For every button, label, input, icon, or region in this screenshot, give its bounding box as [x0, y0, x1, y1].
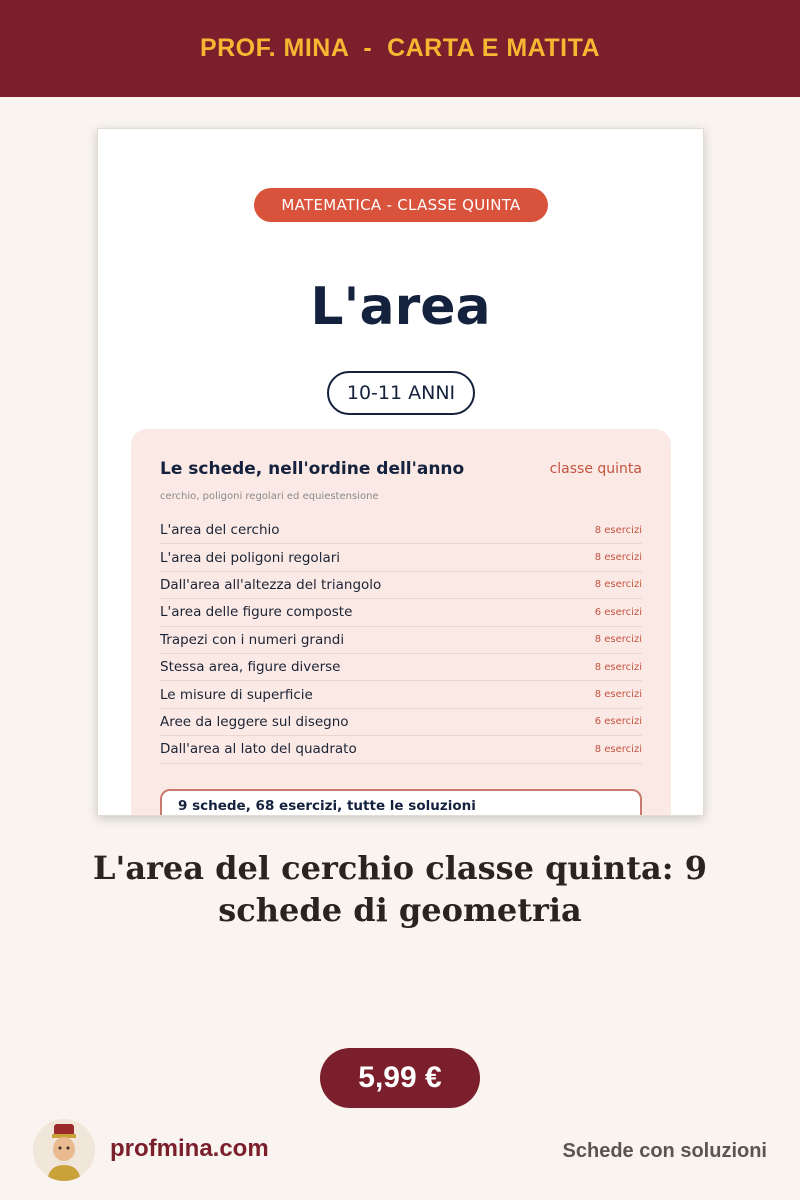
list-item-count: 6 esercizi	[594, 606, 642, 618]
class-label: classe quinta	[549, 461, 642, 477]
summary-box	[160, 789, 642, 816]
list-item-title: L'area dei poligoni regolari	[160, 549, 341, 566]
list-item-title: Stessa area, figure diverse	[160, 659, 341, 676]
list-item-count: 8 esercizi	[594, 689, 642, 701]
contents-panel	[131, 429, 671, 816]
list-item	[160, 572, 642, 599]
product-title: L'area del cerchio classe quinta: 9 schede di geometria	[93, 849, 707, 929]
list-item	[160, 627, 642, 654]
list-item-title: Dall'area al lato del quadrato	[160, 741, 357, 758]
list-item-count: 8 esercizi	[594, 743, 642, 755]
price-badge[interactable]: 5,99 €	[320, 1048, 480, 1108]
list-item-title: L'area delle figure composte	[160, 604, 353, 621]
worksheet-title: L'area	[310, 277, 491, 337]
list-item-count: 8 esercizi	[594, 552, 642, 564]
list-item-title: Le misure di superficie	[160, 686, 313, 703]
teacher-avatar-icon	[33, 1119, 95, 1181]
summary-text: 9 schede, 68 esercizi, tutte le soluzioni	[178, 798, 476, 814]
brand-title: PROF. MINA - CARTA E MATITA	[199, 34, 601, 62]
list-item-title: L'area del cerchio	[160, 522, 280, 539]
list-item-count: 8 esercizi	[594, 634, 642, 646]
list-item-count: 8 esercizi	[594, 579, 642, 591]
product-preview-card[interactable]	[97, 128, 704, 816]
list-item	[160, 654, 642, 681]
list-item	[160, 517, 642, 544]
list-item-count: 8 esercizi	[594, 524, 642, 536]
list-item	[160, 599, 642, 626]
contents-subtitle: cerchio, poligoni regolari ed equiestensione	[160, 491, 379, 502]
worksheet-list	[160, 517, 642, 764]
list-item-title: Trapezi con i numeri grandi	[160, 631, 345, 648]
top-banner	[0, 0, 800, 97]
list-item	[160, 709, 642, 736]
contents-title: Le schede, nell'ordine dell'anno	[160, 459, 465, 479]
list-item	[160, 681, 642, 708]
list-item	[160, 736, 642, 763]
list-item-count: 8 esercizi	[594, 661, 642, 673]
list-item-title: Dall'area all'altezza del triangolo	[160, 576, 382, 593]
subject-badge: MATEMATICA - CLASSE QUINTA	[254, 188, 548, 222]
footer-note: Schede con soluzioni	[562, 1140, 767, 1162]
list-item-title: Aree da leggere sul disegno	[160, 713, 349, 730]
list-item-count: 6 esercizi	[594, 716, 642, 728]
age-badge: 10-11 ANNI	[327, 371, 475, 415]
site-link[interactable]: profmina.com	[110, 1135, 269, 1162]
list-item	[160, 544, 642, 571]
